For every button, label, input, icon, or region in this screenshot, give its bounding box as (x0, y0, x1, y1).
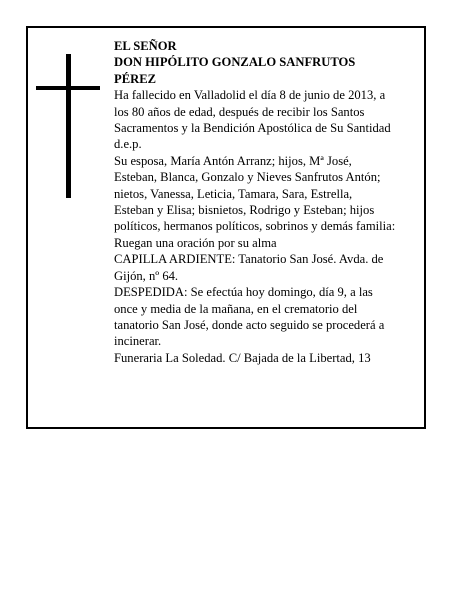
notice-line: tanatorio San José, donde acto seguido se procederá a (114, 317, 385, 332)
cross-horizontal-bar (36, 86, 100, 90)
notice-line: políticos, hermanos políticos, sobrinos y demás familia: (114, 219, 396, 234)
notice-heading-title: EL SEÑOR (114, 39, 177, 53)
notice-text (114, 38, 420, 366)
notice-line: Ha fallecido en Valladolid el día 8 de junio de 2013, a (114, 88, 386, 103)
notice-line: Funeraria La Soledad. C/ Bajada de la Libertad, 13 (114, 350, 371, 365)
notice-line: Esteban, Blanca, Gonzalo y Nieves Sanfrutos Antón; (114, 170, 381, 185)
obituary-notice (26, 26, 426, 429)
notice-line: d.e.p. (114, 137, 142, 152)
cross-icon (36, 54, 100, 198)
notice-line: Ruegan una oración por su alma (114, 235, 277, 250)
notice-line: once y media de la mañana, en el crematorio del (114, 301, 358, 316)
notice-line: DESPEDIDA: Se efectúa hoy domingo, día 9, a las (114, 285, 373, 300)
notice-heading-name: DON HIPÓLITO GONZALO SANFRUTOS (114, 55, 356, 70)
notice-line: Su esposa, María Antón Arranz; hijos, Mª José, (114, 153, 352, 168)
notice-line: Esteban y Elisa; bisnietos, Rodrigo y Esteban; hijos (114, 203, 375, 218)
notice-line: Sacramentos y la Bendición Apostólica de Su Santidad (114, 121, 391, 136)
notice-line: nietos, Vanessa, Leticia, Tamara, Sara, Estrella, (114, 186, 353, 201)
notice-heading-surname: PÉREZ (114, 71, 156, 86)
cross-vertical-bar (66, 54, 71, 198)
notice-line: incinerar. (114, 334, 162, 349)
notice-line: los 80 años de edad, después de recibir los Santos (114, 104, 365, 119)
notice-line: CAPILLA ARDIENTE: Tanatorio San José. Avda. de (114, 252, 384, 267)
notice-line: Gijón, nº 64. (114, 268, 179, 283)
